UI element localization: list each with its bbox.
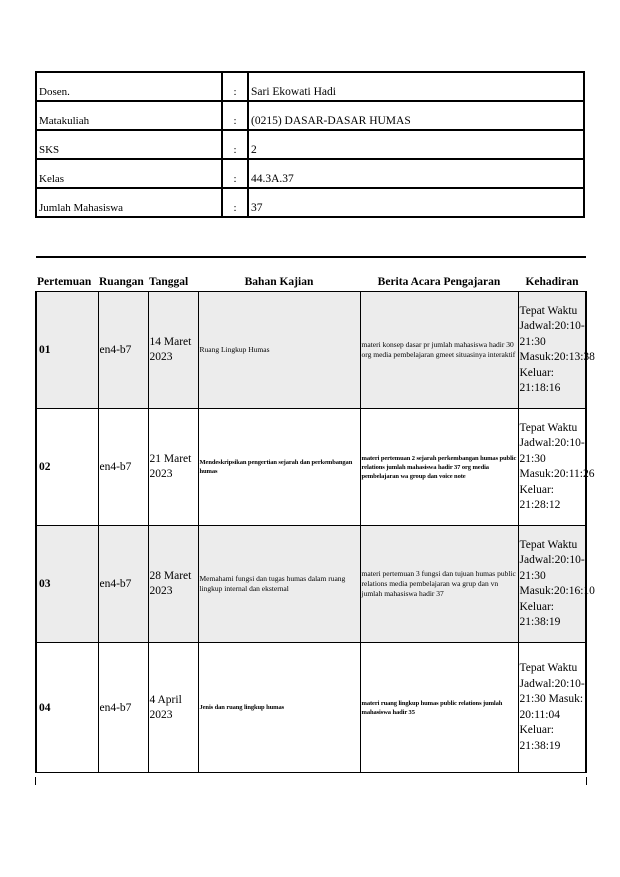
course-info-table [35,71,585,218]
sks-value: 2 [248,130,584,159]
cell-ruangan: en4-b7 [98,526,148,643]
sks-label: SKS [36,130,222,159]
table-continuation [35,777,587,785]
colon: : [222,72,248,101]
cell-tanggal: 14 Maret 2023 [148,292,198,409]
jumlah-label: Jumlah Mahasiswa [36,188,222,217]
info-row-dosen [36,72,584,101]
header-kehadiran: Kehadiran [518,257,586,292]
cell-kehadiran: Tepat Waktu Jadwal:20:10-21:30 Masuk: 20:11:04 Keluar: 21:38:19 [518,643,586,773]
cell-pertemuan: 04 [36,643,98,773]
dosen-label: Dosen. [36,72,222,101]
table-row [36,526,586,643]
header-bahan: Bahan Kajian [198,257,360,292]
cell-bahan: Ruang Lingkup Humas [198,292,360,409]
colon: : [222,159,248,188]
kelas-value: 44.3A.37 [248,159,584,188]
header-pertemuan: Pertemuan [36,257,98,292]
cell-kehadiran: Tepat Waktu Jadwal:20:10-21:30 Masuk:20:16:10 Keluar: 21:38:19 [518,526,586,643]
cell-berita: materi pertemuan 2 sejarah perkembangan humas public relations jumlah mahasiswa hadir 37 org media pembelajaran wa group dan voice note [360,409,518,526]
info-row-sks [36,130,584,159]
cell-tanggal: 21 Maret 2023 [148,409,198,526]
cell-tanggal: 28 Maret 2023 [148,526,198,643]
table-row [36,292,586,409]
info-row-matkul [36,101,584,130]
cell-pertemuan: 01 [36,292,98,409]
cell-berita: materi pertemuan 3 fungsi dan tujuan humas public relations media pembelajaran wa grup dan vn jumlah mahasiswa hadir 37 [360,526,518,643]
header-ruangan: Ruangan [98,257,148,292]
colon: : [222,101,248,130]
matkul-value: (0215) DASAR-DASAR HUMAS [248,101,584,130]
info-row-kelas [36,159,584,188]
cell-kehadiran: Tepat Waktu Jadwal:20:10-21:30 Masuk:20:13:38 Keluar: 21:18:16 [518,292,586,409]
cell-kehadiran: Tepat Waktu Jadwal:20:10-21:30 Masuk:20:11:26 Keluar: 21:28:12 [518,409,586,526]
info-row-jumlah [36,188,584,217]
cell-ruangan: en4-b7 [98,409,148,526]
table-header [36,257,586,292]
cell-pertemuan: 02 [36,409,98,526]
matkul-label: Matakuliah [36,101,222,130]
jumlah-value: 37 [248,188,584,217]
cell-ruangan: en4-b7 [98,643,148,773]
header-tanggal: Tanggal [148,257,198,292]
header-berita: Berita Acara Pengajaran [360,257,518,292]
attendance-table [35,256,595,773]
table-row [36,409,586,526]
cell-bahan: Mendeskripsikan pengertian sejarah dan perkembangan humas [198,409,360,526]
dosen-value: Sari Ekowati Hadi [248,72,584,101]
cell-berita: materi konsep dasar pr jumlah mahasiswa hadir 30 org media pembelajaran gmeet situasinya interaktif [360,292,518,409]
cell-pertemuan: 03 [36,526,98,643]
cell-berita: materi ruang lingkup humas public relations jumlah mahasiswa hadir 35 [360,643,518,773]
kelas-label: Kelas [36,159,222,188]
colon: : [222,130,248,159]
cell-tanggal: 4 April 2023 [148,643,198,773]
table-row [36,643,586,773]
cell-bahan: Memahami fungsi dan tugas humas dalam ruang lingkup internal dan eksternal [198,526,360,643]
cell-ruangan: en4-b7 [98,292,148,409]
cell-bahan: Jenis dan ruang lingkup humas [198,643,360,773]
colon: : [222,188,248,217]
